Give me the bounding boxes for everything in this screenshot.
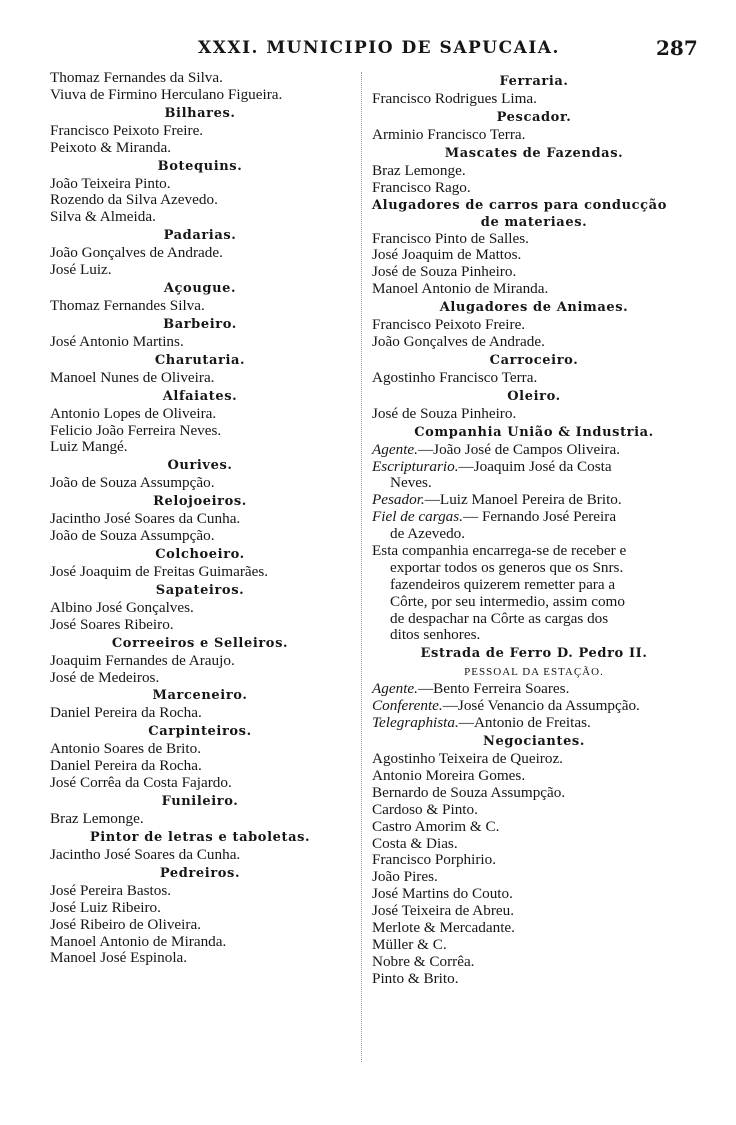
list-item: José Joaquim de Mattos. xyxy=(372,246,522,264)
list-item: João Pires. xyxy=(372,868,438,886)
list-item: Francisco Peixoto Freire. xyxy=(50,121,204,139)
list-item: José Soares Ribeiro. xyxy=(50,615,174,633)
section-heading: Açougue. xyxy=(163,281,237,297)
role-label: Pesador. xyxy=(372,491,425,509)
list-item: José Pereira Bastos. xyxy=(50,881,172,899)
left-column xyxy=(50,70,350,967)
section-heading: Alfaiates. xyxy=(162,388,238,404)
list-item: José Joaquim de Freitas Guimarães. xyxy=(50,563,269,581)
section-heading: Padarias. xyxy=(163,228,237,244)
role-value: —Bento Ferreira Soares. xyxy=(417,680,570,698)
list-item: José de Souza Pinheiro. xyxy=(372,404,517,422)
list-item: Agostinho Teixeira de Queiroz. xyxy=(372,750,563,768)
section-heading: Carroceiro. xyxy=(489,352,579,368)
description-line: de despachar na Côrte as cargas dos xyxy=(390,609,609,627)
list-item: Francisco Rago. xyxy=(372,178,471,196)
list-item: Manoel Nunes de Oliveira. xyxy=(50,368,215,386)
section-heading: Barbeiro. xyxy=(163,316,237,332)
list-item: José Luiz. xyxy=(50,261,112,279)
list-item: Antonio Lopes de Oliveira. xyxy=(50,404,217,422)
list-item: Braz Lemonge. xyxy=(372,161,466,179)
list-item: Albino José Gonçalves. xyxy=(50,598,194,616)
staff-entry xyxy=(372,698,696,715)
list-item: José de Medeiros. xyxy=(50,668,160,686)
list-item: Felicio João Ferreira Neves. xyxy=(50,421,222,439)
right-column xyxy=(372,72,696,988)
column-divider xyxy=(361,72,362,1062)
section-heading: Correeiros e Selleiros. xyxy=(111,635,289,651)
section-heading: Companhia União & Industria. xyxy=(414,424,654,440)
list-item: José Luiz Ribeiro. xyxy=(50,898,161,916)
running-title: XXXI. MUNICIPIO DE SAPUCAIA. xyxy=(198,38,560,58)
staff-entry-continued: de Azevedo. xyxy=(390,525,466,543)
list-item: Jacintho José Soares da Cunha. xyxy=(50,845,241,863)
list-item: Thomaz Fernandes da Silva. xyxy=(50,69,223,86)
section-heading: Sapateiros. xyxy=(155,582,245,598)
role-value: —Antonio de Freitas. xyxy=(458,714,591,732)
list-item: João de Souza Assumpção. xyxy=(50,474,215,492)
section-heading: Alugadores de Animaes. xyxy=(439,300,629,316)
role-value: —Joaquim José da Costa xyxy=(458,457,612,475)
list-item: Silva & Almeida. xyxy=(50,208,156,226)
section-heading: Colchoeiro. xyxy=(155,547,245,563)
description-line: ditos senhores. xyxy=(390,626,481,644)
list-item: Daniel Pereira da Rocha. xyxy=(50,757,202,775)
role-label: Agente. xyxy=(372,440,418,458)
staff-entry xyxy=(372,681,696,698)
list-item: Antonio Soares de Brito. xyxy=(50,740,202,758)
description-line: fazendeiros quizerem remetter para a xyxy=(390,575,616,593)
list-item: Daniel Pereira da Rocha. xyxy=(50,704,202,722)
section-heading: Ferraria. xyxy=(499,74,569,89)
list-item: Manoel Antonio de Miranda. xyxy=(50,932,227,950)
description-line: Esta companhia encarrega-se de receber e xyxy=(372,542,627,560)
list-item: Viuva de Firmino Herculano Figueira. xyxy=(50,85,283,103)
section-heading-continued: de materiaes. xyxy=(480,214,588,230)
list-item: Costa & Dias. xyxy=(372,834,458,852)
list-item: José Ribeiro de Oliveira. xyxy=(50,915,201,933)
section-heading: Funileiro. xyxy=(161,794,239,810)
list-item: Pinto & Brito. xyxy=(372,969,459,987)
list-item: Braz Lemonge. xyxy=(50,810,144,828)
role-label: Escripturario. xyxy=(372,457,459,475)
section-heading: Ourives. xyxy=(167,458,233,474)
list-item: Francisco Porphirio. xyxy=(372,851,497,869)
list-item: Manoel Antonio de Miranda. xyxy=(372,280,549,298)
description-line: exportar todos os generos que os Snrs. xyxy=(390,558,624,576)
section-heading: Estrada de Ferro D. Pedro II. xyxy=(420,646,648,662)
role-value: — Fernando José Pereira xyxy=(462,508,617,526)
list-item: Nobre & Corrêa. xyxy=(372,952,475,970)
list-item: João Gonçalves de Andrade. xyxy=(50,244,223,262)
role-value: —João José de Campos Oliveira. xyxy=(417,440,621,458)
list-item: Peixoto & Miranda. xyxy=(50,138,172,156)
section-heading: Alugadores de carros para conducção xyxy=(372,197,667,213)
list-item: Bernardo de Souza Assumpção. xyxy=(372,783,566,801)
staff-entry xyxy=(372,442,696,459)
section-heading: Botequins. xyxy=(157,158,243,174)
list-item: José Antonio Martins. xyxy=(50,332,184,350)
section-heading: Charutaria. xyxy=(154,352,246,368)
role-label: Conferente. xyxy=(372,697,443,715)
page-number: 287 xyxy=(656,36,698,60)
list-item: Castro Amorim & C. xyxy=(372,817,500,835)
staff-entry xyxy=(372,715,696,732)
list-item: Antonio Moreira Gomes. xyxy=(372,766,526,784)
staff-entry xyxy=(372,459,696,476)
section-subheading: PESSOAL DA ESTAÇÃO. xyxy=(464,666,604,679)
section-heading: Pescador. xyxy=(496,109,572,125)
description-line: Côrte, por seu intermedio, assim como xyxy=(390,592,625,610)
list-item: José Martins do Couto. xyxy=(372,885,513,903)
role-value: —Luiz Manoel Pereira de Brito. xyxy=(424,491,622,509)
list-item: Agostinho Francisco Terra. xyxy=(372,368,538,386)
list-item: Francisco Pinto de Salles. xyxy=(372,229,529,247)
list-item: José Corrêa da Costa Fajardo. xyxy=(50,774,232,792)
section-heading: Negociantes. xyxy=(483,734,585,750)
list-item: João Gonçalves de Andrade. xyxy=(372,333,545,351)
section-heading: Pintor de letras e taboletas. xyxy=(89,829,311,845)
section-heading: Bilhares. xyxy=(164,105,236,121)
list-item: Thomaz Fernandes Silva. xyxy=(50,297,205,315)
list-item: Arminio Francisco Terra. xyxy=(372,125,526,143)
list-item: Müller & C. xyxy=(372,935,447,953)
list-item: João Teixeira Pinto. xyxy=(50,174,171,192)
role-value: —José Venancio da Assumpção. xyxy=(442,697,640,715)
list-item: Luiz Mangé. xyxy=(50,438,128,456)
staff-entry-continued: Neves. xyxy=(390,474,432,492)
list-item: José Teixeira de Abreu. xyxy=(372,902,515,920)
page-header xyxy=(0,36,736,66)
role-label: Fiel de cargas. xyxy=(372,508,463,526)
list-item: Rozendo da Silva Azevedo. xyxy=(50,191,218,209)
staff-entry xyxy=(372,492,696,509)
list-item: João de Souza Assumpção. xyxy=(50,527,215,545)
list-item: Joaquim Fernandes de Araujo. xyxy=(50,651,235,669)
section-heading: Pedreiros. xyxy=(159,865,241,881)
staff-entry xyxy=(372,509,696,526)
section-heading: Marceneiro. xyxy=(152,688,248,704)
list-item: Merlote & Mercadante. xyxy=(372,918,515,936)
list-item: Francisco Rodrigues Lima. xyxy=(372,90,537,107)
section-heading: Oleiro. xyxy=(507,388,561,404)
list-item: Cardoso & Pinto. xyxy=(372,800,478,818)
role-label: Agente. xyxy=(372,680,418,698)
role-label: Telegraphista. xyxy=(372,714,459,732)
list-item: Jacintho José Soares da Cunha. xyxy=(50,510,241,528)
list-item: Francisco Peixoto Freire. xyxy=(372,316,526,334)
list-item: José de Souza Pinheiro. xyxy=(372,263,517,281)
section-heading: Mascates de Fazendas. xyxy=(444,145,624,161)
list-item: Manoel José Espinola. xyxy=(50,949,188,967)
section-heading: Relojoeiros. xyxy=(153,494,247,510)
section-heading: Carpinteiros. xyxy=(148,724,252,740)
